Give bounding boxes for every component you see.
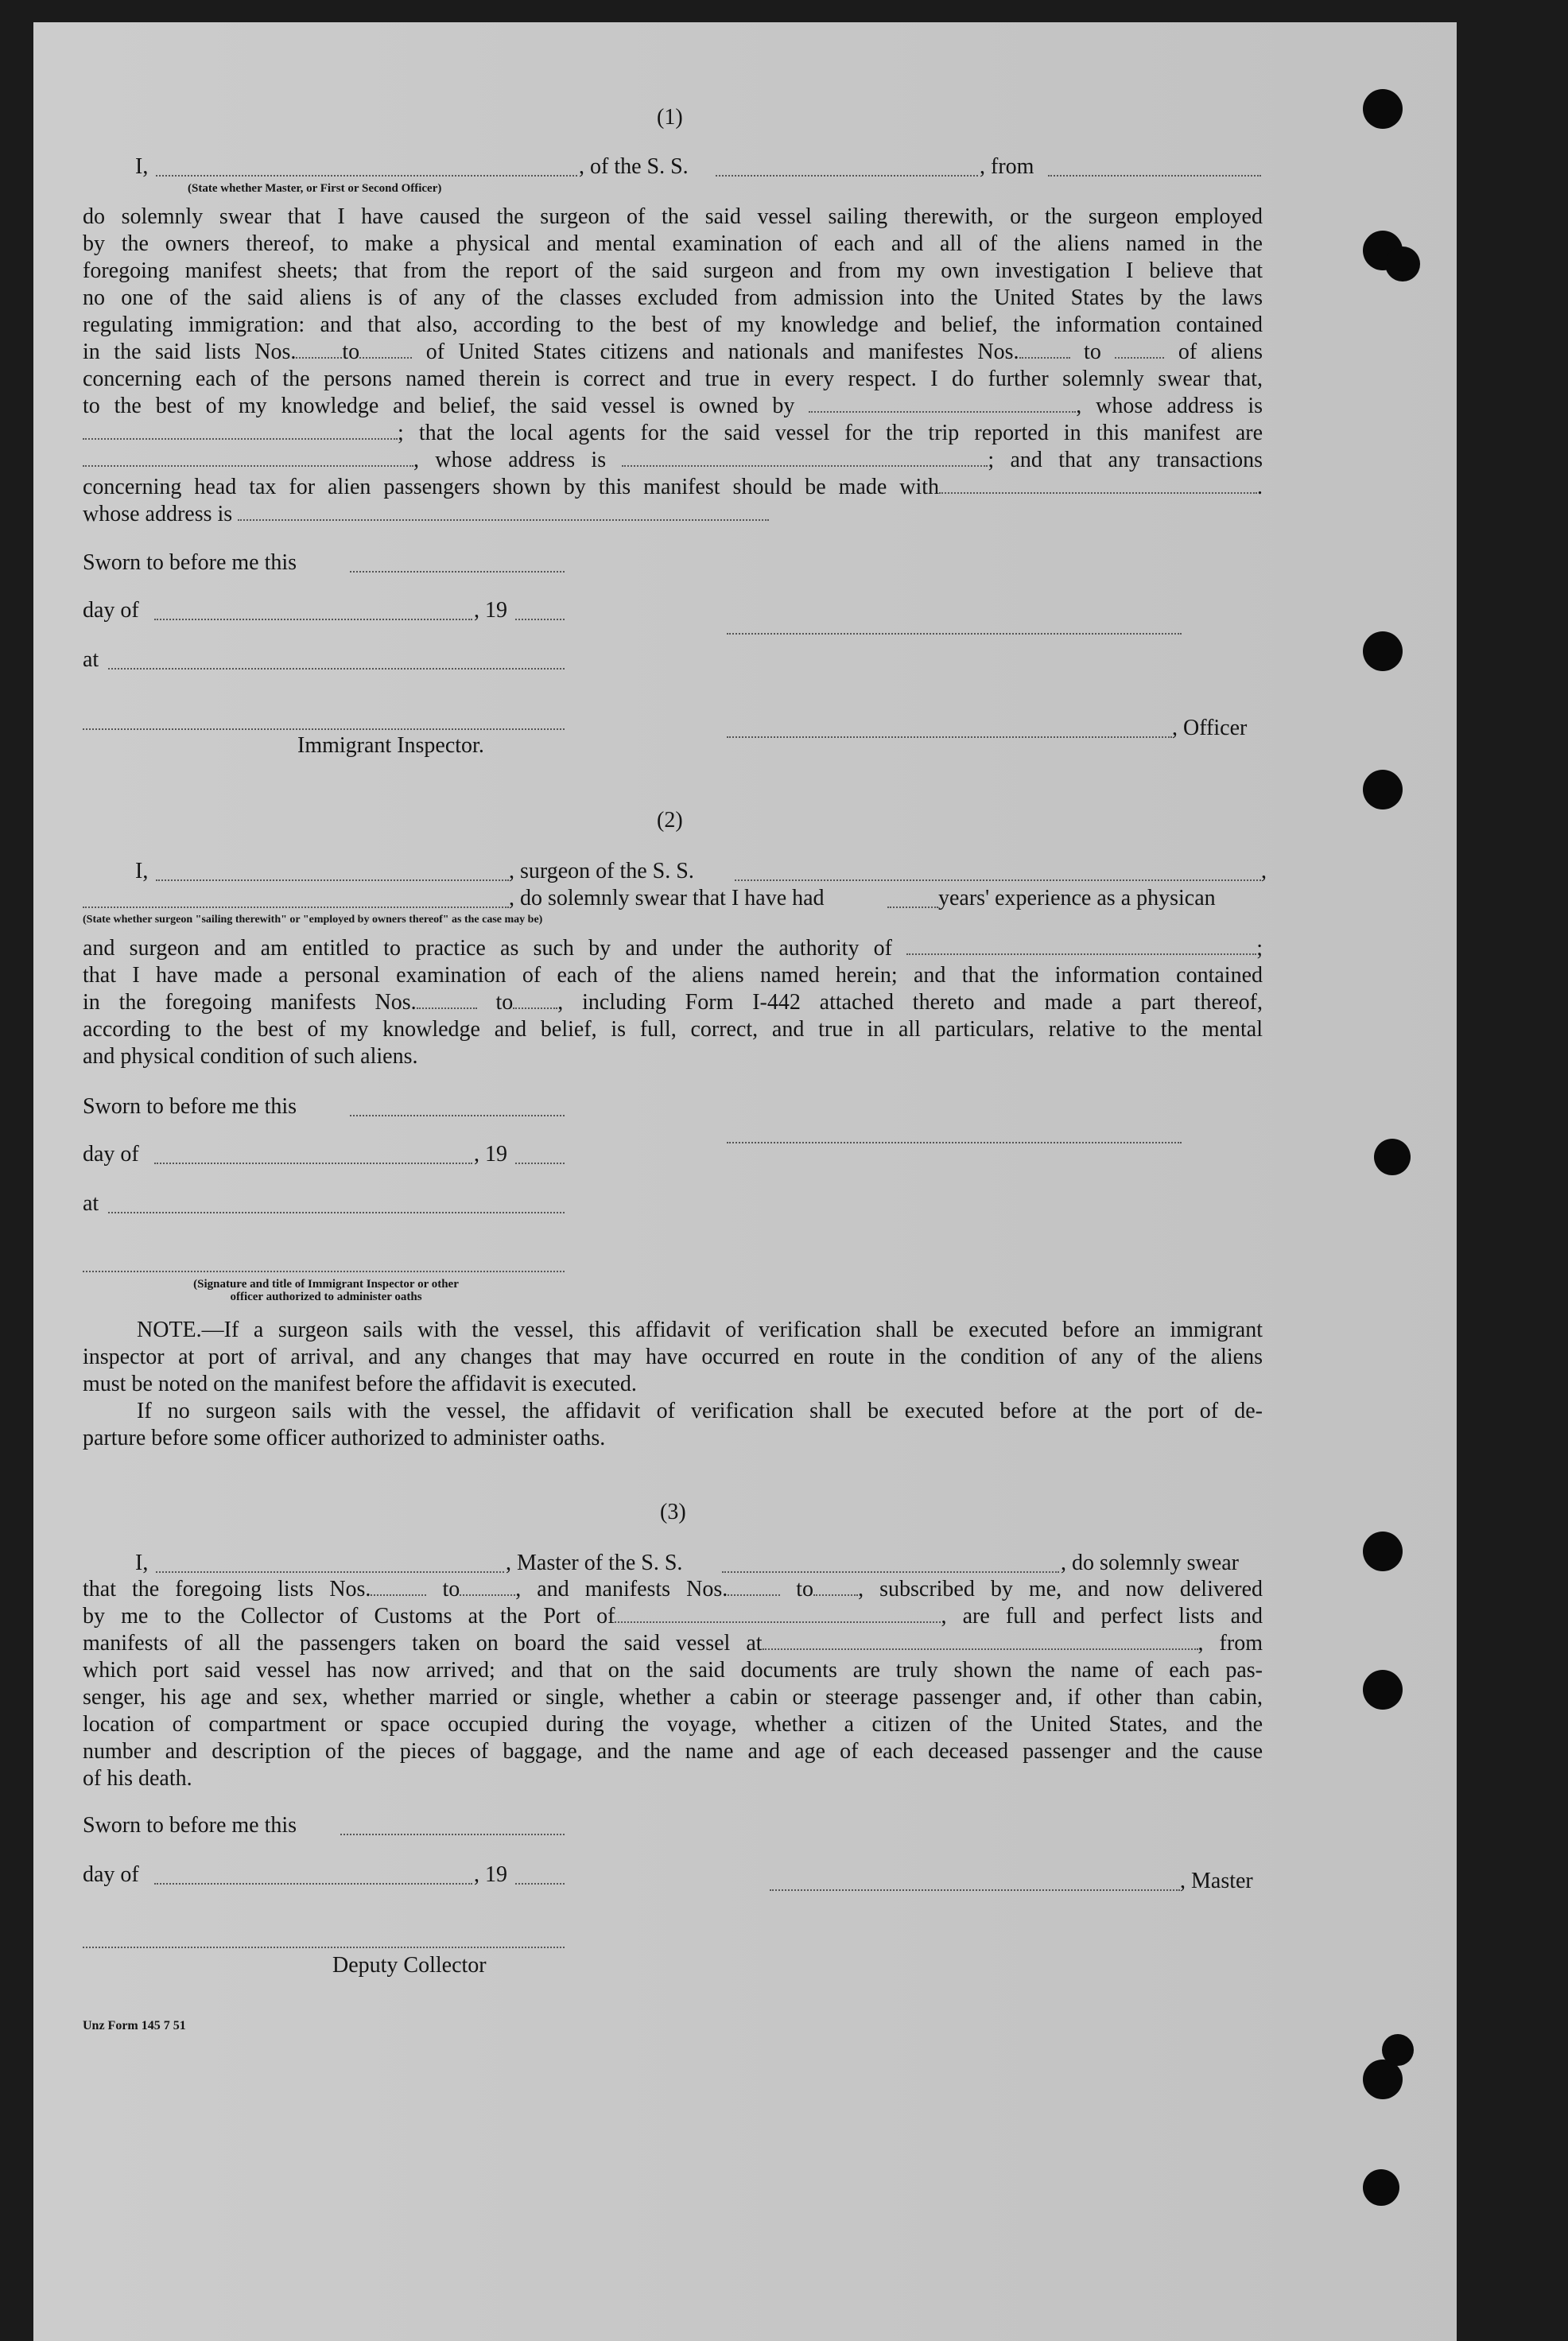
year-field[interactable] xyxy=(515,1163,565,1164)
years-experience-field[interactable] xyxy=(887,907,938,908)
punch-hole xyxy=(1363,770,1403,809)
day-of-label: day of xyxy=(83,1862,139,1887)
section-1-i: I, xyxy=(135,154,149,179)
affidavit-line xyxy=(83,1576,1263,1603)
at-place-field[interactable] xyxy=(108,1212,565,1213)
deputy-collector-label: Deputy Collector xyxy=(332,1953,487,1978)
lists-from-field[interactable] xyxy=(296,340,342,359)
surgeon-note: (State whether surgeon "sailing therewith" or "employed by owners thereof" as the case may be) xyxy=(83,914,543,926)
year-label: , 19 xyxy=(474,1142,507,1167)
affidavit-line: by the owners thereof, to make a physical and mental examination of each and all of the aliens named in the xyxy=(83,231,1263,256)
note-line: NOTE.—If a surgeon sails with the vessel, this affidavit of verification shall be executed before an immigrant xyxy=(137,1318,1263,1342)
at-label: at xyxy=(83,1191,99,1216)
owner-address-label: , whose address is xyxy=(1076,394,1263,418)
agents-field[interactable] xyxy=(83,448,413,467)
master-manifests-from-field[interactable] xyxy=(728,1577,780,1596)
affidavit-line xyxy=(83,1630,1263,1657)
comma: , xyxy=(1261,859,1267,883)
authority-label: and surgeon and am entitled to practice as such by and under the authority of xyxy=(83,936,893,961)
solemnly-swear-label: , do solemnly swear that I have had xyxy=(509,886,825,910)
manifests-nos-label: , and manifests Nos. xyxy=(515,1577,728,1601)
punch-hole xyxy=(1363,89,1403,129)
master-name-field[interactable] xyxy=(156,1571,504,1573)
authority-field[interactable] xyxy=(906,936,1256,955)
manifests-from-field[interactable] xyxy=(1019,340,1070,359)
year-field[interactable] xyxy=(515,1883,565,1885)
to-label: to xyxy=(495,990,514,1015)
affidavit-line: foregoing manifest sheets; that from the report of the said surgeon and from my own investigation I believe that xyxy=(83,258,1263,283)
affidavit-line xyxy=(83,393,1263,420)
section-3-affidavit xyxy=(83,1576,1263,1792)
master-lists-to-field[interactable] xyxy=(460,1577,515,1596)
collector-signature-field[interactable] xyxy=(83,1947,565,1948)
affidavit-line: according to the best of my knowledge and belief, is full, correct, and true in all particulars, relative to the mental xyxy=(83,1017,1263,1042)
at-place-field[interactable] xyxy=(108,668,565,670)
lists-nos-label: in the said lists Nos. xyxy=(83,340,297,364)
delivered-label: , subscribed by me, and now delivered xyxy=(858,1577,1263,1601)
affidavit-line: that I have made a personal examination of each of the aliens named herein; and that the information contained xyxy=(83,963,1263,988)
day-of-label: day of xyxy=(83,1142,139,1167)
head-tax-label: concerning head tax for alien passengers shown by this manifest should be made with xyxy=(83,475,939,499)
surgeon-vessel-field[interactable] xyxy=(735,879,1261,881)
to-label: to xyxy=(442,1577,460,1601)
affidavit-line: and surgeon and am entitled to practice as such by and under the authority of ; xyxy=(83,936,1263,961)
form-number: Unz Form 145 7 51 xyxy=(83,2019,186,2032)
master-lists-from-field[interactable] xyxy=(371,1577,426,1596)
manifests-to-field[interactable] xyxy=(1115,340,1164,359)
port-of-departure-field[interactable] xyxy=(763,1631,1198,1650)
master-vessel-field[interactable] xyxy=(722,1571,1059,1573)
punch-hole xyxy=(1363,2169,1399,2206)
note-line: must be noted on the manifest before the affidavit is executed. xyxy=(83,1372,637,1396)
sworn-date-field[interactable] xyxy=(350,571,565,573)
affidavit-line: concerning head tax for alien passengers shown by this manifest should be made with . xyxy=(83,475,1263,499)
year-label: , 19 xyxy=(474,1862,507,1887)
section-2-number: (2) xyxy=(657,808,683,833)
section-3-number: (3) xyxy=(660,1500,686,1524)
year-label: , 19 xyxy=(474,598,507,623)
form-i442-label: , including Form I-442 attached thereto and made a part thereof, xyxy=(557,990,1263,1015)
month-field[interactable] xyxy=(154,1883,472,1885)
surgeon-name-field[interactable] xyxy=(156,879,509,881)
from-label: , from xyxy=(1197,1631,1263,1656)
head-tax-contact-field[interactable] xyxy=(939,475,1257,494)
master-manifests-to-field[interactable] xyxy=(813,1577,858,1596)
owned-by-label: to the best of my knowledge and belief, the said vessel is owned by xyxy=(83,394,795,418)
affidavit-line: do solemnly swear that I have caused the surgeon of the said vessel sailing therewith, or the surgeon employed xyxy=(83,204,1263,229)
affidavit-line: no one of the said aliens is of any of the classes excluded from admission into the United States by the laws xyxy=(83,285,1263,310)
affidavit-line: number and description of the pieces of baggage, and the name and age of each deceased passenger and the cause xyxy=(83,1739,1263,1764)
master-of-ss-label: , Master of the S. S. xyxy=(506,1551,683,1575)
sworn-date-field[interactable] xyxy=(340,1834,565,1835)
surgeon-manifests-from-field[interactable] xyxy=(417,990,477,1009)
affidavit-line: of his death. xyxy=(83,1766,192,1791)
immigrant-inspector-label: Immigrant Inspector. xyxy=(297,733,484,758)
owner-field[interactable] xyxy=(809,394,1076,413)
master-label: , Master xyxy=(1180,1869,1253,1893)
section-2-i: I, xyxy=(135,859,149,883)
at-label: at xyxy=(83,647,99,672)
officer-note: (State whether Master, or First or Second Officer) xyxy=(188,182,442,195)
port-of-arrival-field[interactable] xyxy=(615,1604,941,1623)
affidavit-line: location of compartment or space occupied during the voyage, whether a citizen of the United States, and the xyxy=(83,1712,1263,1737)
transactions-label: ; and that any transactions xyxy=(988,448,1263,472)
affidavit-line xyxy=(83,989,1263,1016)
affidavit-line: senger, his age and sex, whether married or single, whether a cabin or steerage passenger and, if other than cabin, xyxy=(83,1685,1263,1710)
month-field[interactable] xyxy=(154,619,472,620)
signature-note: officer authorized to administer oaths xyxy=(230,1291,422,1303)
manifests-nos-label: in the foregoing manifests Nos. xyxy=(83,990,417,1015)
owner-address-field[interactable] xyxy=(83,421,398,440)
affidavit-line xyxy=(83,339,1263,366)
lists-nos-label: that the foregoing lists Nos. xyxy=(83,1577,371,1601)
officer-signature-field[interactable] xyxy=(727,736,1172,738)
note-paragraph xyxy=(83,1317,1263,1452)
full-perfect-label: , are full and perfect lists and xyxy=(941,1604,1263,1629)
note-line: parture before some officer authorized to administer oaths. xyxy=(83,1426,606,1450)
surgeon-signature-field[interactable] xyxy=(727,1142,1182,1143)
to-label: to xyxy=(342,340,360,364)
affidavit-line xyxy=(83,1603,1263,1630)
sworn-label: Sworn to before me this xyxy=(83,1813,297,1838)
punch-hole xyxy=(1363,1670,1403,1710)
agents-address-field[interactable] xyxy=(622,448,988,467)
aliens-label: of aliens xyxy=(1178,340,1263,364)
month-field[interactable] xyxy=(154,1163,472,1164)
punch-hole xyxy=(1374,1139,1411,1175)
agents-address-label: , whose address is xyxy=(413,448,607,472)
punch-hole xyxy=(1385,247,1420,281)
sworn-date-field[interactable] xyxy=(350,1115,565,1116)
punch-hole xyxy=(1363,631,1403,671)
year-field[interactable] xyxy=(515,619,565,620)
affidavit-line xyxy=(83,420,1263,447)
section-1-affidavit xyxy=(83,204,1263,528)
affidavit-line: and physical condition of such aliens. xyxy=(83,1044,418,1069)
surgeon-manifests-to-field[interactable] xyxy=(513,990,557,1009)
citizens-label: of United States citizens and nationals and manifestes Nos. xyxy=(425,340,1019,364)
of-the-ss-label: , of the S. S. xyxy=(579,154,689,179)
taken-on-board-label: manifests of all the passengers taken on board the said vessel at xyxy=(83,1631,763,1656)
local-agents-label: ; that the local agents for the said vessel for the trip reported in this manifest are xyxy=(398,421,1263,445)
head-tax-address-field[interactable] xyxy=(238,502,769,521)
note-line: inspector at port of arrival, and any changes that may have occurred en route in the condition of any of the aliens xyxy=(83,1345,1263,1369)
surgeon-of-ss-label: , surgeon of the S. S. xyxy=(509,859,694,883)
affidavit-line xyxy=(83,501,1263,528)
affidavit-line: which port said vessel has now arrived; and that on the said documents are truly shown the name of each pas- xyxy=(83,1658,1263,1683)
punch-hole xyxy=(1363,1532,1403,1571)
section-3-i: I, xyxy=(135,1551,149,1575)
officer-label: , Officer xyxy=(1172,716,1248,740)
day-of-label: day of xyxy=(83,598,139,623)
section-2-affidavit xyxy=(83,935,1263,1070)
inspector-signature-field[interactable] xyxy=(83,728,565,730)
section-1-number: (1) xyxy=(657,105,683,130)
inspector-signature-field[interactable] xyxy=(83,1271,565,1272)
to-label: to xyxy=(796,1577,814,1601)
affidavit-line: concerning each of the persons named therein is correct and true in every respect. I do further solemnly swear that, xyxy=(83,367,1263,391)
affidavit-line xyxy=(83,447,1263,474)
from-label: , from xyxy=(980,154,1034,179)
signature-note: (Signature and title of Immigrant Inspector or other xyxy=(193,1278,459,1291)
sworn-label: Sworn to before me this xyxy=(83,550,297,575)
affidavit-line: regulating immigration: and that also, according to the best of my knowledge and belief, the information contained xyxy=(83,313,1263,337)
from-port-field[interactable] xyxy=(1048,175,1261,177)
sworn-label: Sworn to before me this xyxy=(83,1094,297,1119)
officer-name-field[interactable] xyxy=(156,175,577,177)
master-signature-field[interactable] xyxy=(770,1889,1180,1891)
master-swear-label: , do solemnly swear xyxy=(1061,1551,1239,1575)
lists-to-field[interactable] xyxy=(359,340,412,359)
port-of-label: by me to the Collector of Customs at the Port of xyxy=(83,1604,615,1629)
surgeon-capacity-field[interactable] xyxy=(83,907,509,908)
punch-hole xyxy=(1382,2034,1414,2066)
to-label: to xyxy=(1084,340,1101,364)
vessel-name-field[interactable] xyxy=(716,175,978,177)
years-label: years' experience as a physican xyxy=(938,886,1216,910)
note-line: If no surgeon sails with the vessel, the affidavit of verification shall be executed before at the port of de- xyxy=(137,1399,1263,1423)
whose-address-label: whose address is xyxy=(83,502,233,526)
officer-signature-top-field[interactable] xyxy=(727,633,1182,635)
